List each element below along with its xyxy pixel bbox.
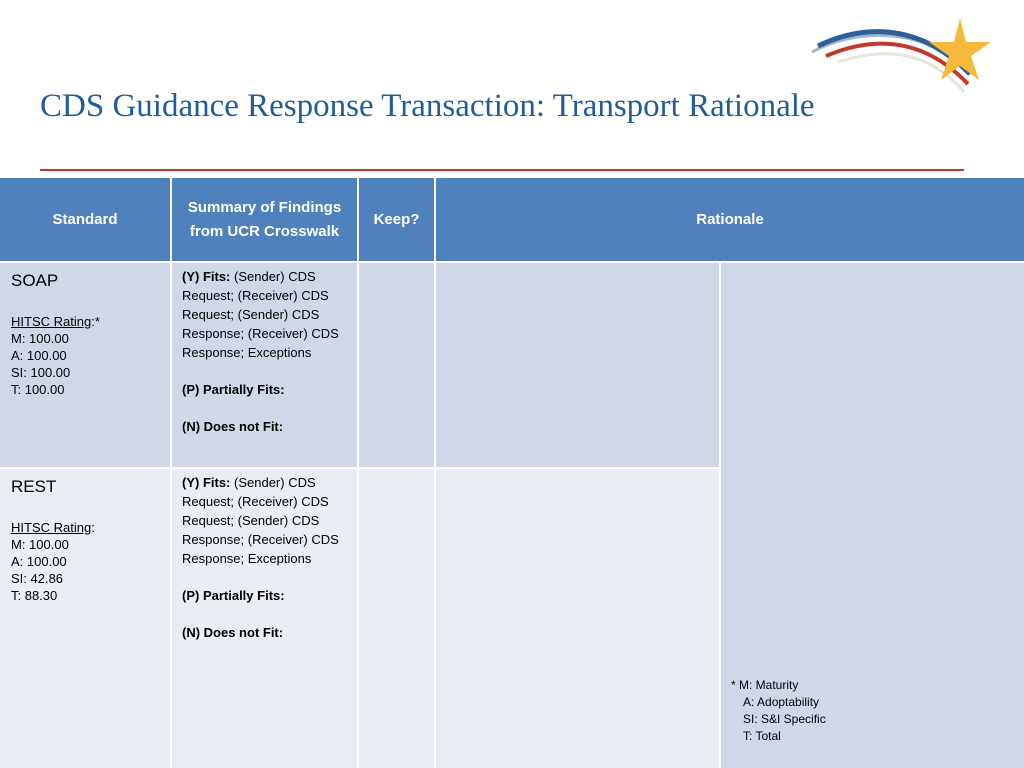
rating-legend [731,677,826,745]
rating-suffix: : [91,520,95,535]
legend-adoptability: A: Adoptability [743,695,820,709]
table-row-rest-rationale [436,467,721,768]
hitsc-rating [11,519,170,604]
rating-m: M: 100.00 [11,537,69,552]
partial-label: (P) Partially Fits: [182,588,285,603]
rating-si: SI: 42.86 [11,571,64,586]
table-row-soap-rationale [436,261,721,467]
fits-text: (Sender) CDS Request; (Receiver) CDS Request; (Sender) CDS Response; (Receiver) CDS Response; Exceptions [182,269,339,360]
table-row-soap-keep [359,261,436,467]
fits-label: (Y) Fits: [182,269,231,284]
partial-line [182,380,349,399]
fits-label: (Y) Fits: [182,475,231,490]
rating-t: T: 100.00 [11,382,65,397]
rating-label: HITSC Rating [11,314,92,329]
table-row-soap-summary [172,261,359,467]
star-swoosh-logo [808,16,993,98]
legend-total: T: Total [743,729,781,743]
hitsc-rating [11,313,170,398]
fits-line [182,267,349,362]
rating-label: HITSC Rating [11,520,92,535]
table-row-rest-summary [172,467,359,768]
fits-line [182,473,349,568]
slide-title: CDS Guidance Response Transaction: Transport Rationale [40,88,815,124]
header-summary: Summary of Findings from UCR Crosswalk [172,178,359,261]
table-row-soap-standard [0,261,172,467]
title-divider [40,169,964,171]
notfit-line [182,417,349,436]
fits-text: (Sender) CDS Request; (Receiver) CDS Request; (Sender) CDS Response; (Receiver) CDS Response; Exceptions [182,475,339,566]
rationale-legend-cell [721,261,1024,768]
header-standard: Standard [0,178,172,261]
rating-m: M: 100.00 [11,331,69,346]
legend-si-specific: SI: S&I Specific [743,712,826,726]
partial-label: (P) Partially Fits: [182,382,285,397]
rating-si: SI: 100.00 [11,365,71,380]
header-keep: Keep? [359,178,436,261]
rating-a: A: 100.00 [11,348,67,363]
rating-t: T: 88.30 [11,588,58,603]
legend-maturity: * M: Maturity [731,678,799,692]
table-row-rest-keep [359,467,436,768]
partial-line [182,586,349,605]
header-rationale: Rationale [436,178,1024,261]
standard-name: SOAP [11,271,59,290]
standard-name: REST [11,477,57,496]
rationale-table [0,178,1024,768]
rating-suffix: :* [91,314,100,329]
notfit-label: (N) Does not Fit: [182,625,284,640]
notfit-label: (N) Does not Fit: [182,419,284,434]
rating-a: A: 100.00 [11,554,67,569]
table-row-rest-standard [0,467,172,768]
notfit-line [182,623,349,642]
